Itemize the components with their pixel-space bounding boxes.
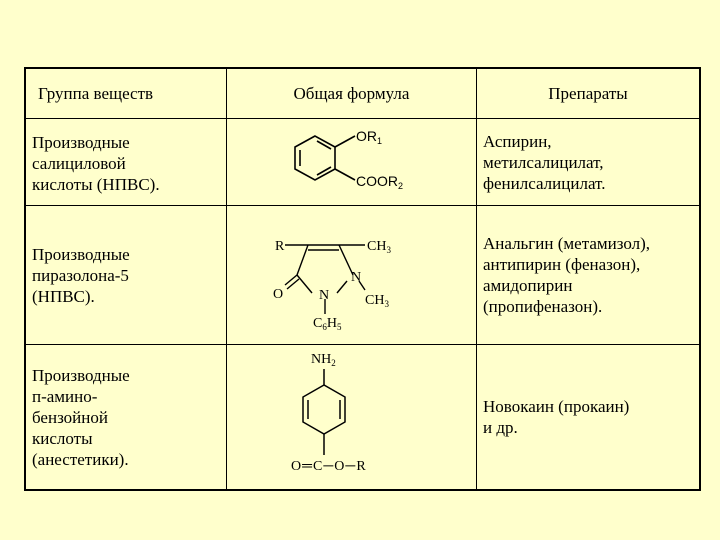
pyr-n2-label: N [351,270,362,285]
row1-group [26,119,227,206]
row3-drugs-text: Новокаин (прокаин) и др. [483,397,630,437]
pyr-o-label: O [273,287,284,302]
row3-group [26,345,227,489]
salicylic-structure-diagram [227,119,477,206]
pyrazolone-structure-diagram [227,206,477,345]
nh2-label: $NH_2$ [311,352,336,368]
row2-group [26,206,227,345]
row3-drugs [477,345,699,489]
pyr-ch3-bottom-label: $CH_3$ [365,293,389,309]
row2-drugs [477,206,699,345]
row1-drugs-text: Аспирин, метилсалицилат, фенилсалицилат. [483,131,606,193]
r2-label: $COOR_2$ [356,173,404,191]
data-table [24,67,701,491]
row2-group-text: Производные пиразолона-5 (НПВС). [32,244,130,306]
pyr-c6h5-label: $C_6H_5$ [313,316,342,332]
row1-formula-cell [227,119,477,206]
row2-drugs-text: Анальгин (метамизол), антипирин (феназон), амидопирин (пропифеназон). [483,234,651,316]
row3-group-text: Производные п-амино- бензойной кислоты (анестетики). [32,365,130,469]
header-formula: Общая формула [227,69,477,119]
row1-drugs [477,119,699,206]
header-group: Группа веществ [26,69,227,119]
pyr-n1-label: N [319,288,330,303]
r1-label: $OR_1$ [356,128,383,146]
ester-group-label: O═C─O─R [291,459,367,474]
pyr-ch3-top-label: $CH_3$ [367,239,391,255]
row1-group-text: Производные салициловой кислоты (НПВС). [32,132,160,194]
row2-formula-cell [227,206,477,345]
header-drugs: Препараты [477,69,699,119]
row3-formula-cell [227,345,477,489]
aminobenzoic-structure-diagram [227,345,477,491]
pyr-r-label: R [275,239,285,254]
